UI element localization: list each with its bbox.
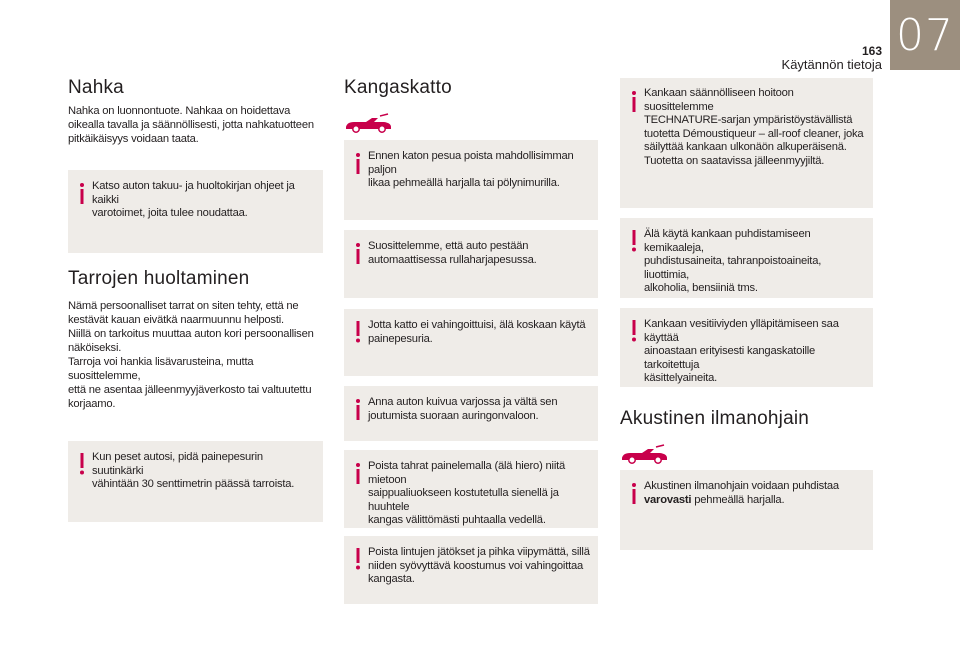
info-notice: Poista tahrat painelemalla (älä hiero) niitä mietoon saippualiuokseen kostutetulla sienellä ja huuhtele kangas välittömästi puhtaalla vedellä. [344,450,598,528]
info-icon [353,152,363,174]
convertible-car-icon [620,443,670,465]
warning-icon [353,321,363,343]
info-notice: Suosittelemme, että auto pestään automaattisessa rullaharjapesussa. [344,230,598,298]
info-icon [353,398,363,420]
chapter-tab: 07 [890,0,960,70]
info-notice: Ennen katon pesua poista mahdollisimman paljon likaa pehmeällä harjalla tai pölynimurilla. [344,140,598,220]
paragraph-nahka: Nahka on luonnontuote. Nahkaa on hoidettava oikealla tavalla ja säännöllisesti, jotta nahkatuotteen pitkäikäisyys voidaan taata. [68,105,314,145]
info-icon [77,182,87,204]
info-icon [353,242,363,264]
heading-nahka: Nahka [68,77,124,98]
convertible-car-icon [344,112,394,134]
heading-kangaskatto: Kangaskatto [344,77,452,98]
info-notice: Akustinen ilmanohjain voidaan puhdistaa varovasti pehmeällä harjalla. [620,470,873,550]
paragraph-tarrat: Nämä persoonalliset tarrat on siten tehty, että ne kestävät kauan eivätkä naarmuunnu helposti. Niillä on tarkoitus muuttaa auton kori persoonallisen näköiseksi. Tarroja voi hankia lisävarusteina, mutta suosittelemme, että ne asentaa jälleenmyyjäverkosto tai valtuutettu korjaamo. [68,300,314,410]
warning-notice: Kun peset autosi, pidä painepesurin suutinkärki vähintään 30 senttimetrin päässä tarroista. [68,441,323,522]
heading-akustinen-ilmanohjain: Akustinen ilmanohjain [620,408,810,429]
warning-notice: Kankaan vesitiiviyden ylläpitämiseen saa käyttää ainoastaan erityisesti kangaskatoille tarkoitettuja käsittelyaineita. [620,308,873,387]
warning-icon [629,230,639,252]
info-notice: Katso auton takuu- ja huoltokirjan ohjeet ja kaikki varotoimet, joita tulee noudattaa. [68,170,323,253]
warning-notice: Älä käytä kankaan puhdistamiseen kemikaaleja, puhdistusaineita, tahranpoistoaineita, liuottimia, alkoholia, bensiiniä tms. [620,218,873,298]
heading-tarrojen-huoltaminen: Tarrojen huoltaminen [68,268,250,289]
warning-icon [353,548,363,570]
warning-notice: Poista lintujen jätökset ja pihka viipymättä, sillä niiden syövyttävä koostumus voi vahingoittaa kangasta. [344,536,598,604]
warning-icon [77,453,87,475]
page-section-title: Käytännön tietoja [781,57,882,72]
info-icon [629,90,639,112]
info-icon [353,462,363,484]
warning-icon [629,320,639,342]
warning-notice: Jotta katto ei vahingoittuisi, älä koskaan käytä painepesuria. [344,309,598,376]
info-icon [629,482,639,504]
info-notice: Kankaan säännölliseen hoitoon suosittelemme TECHNATURE-sarjan ympäristöystävällistä tuotetta Démoustiqueur – all-roof cleaner, joka säilyttää kankaan ulkonäön alkuperäisenä. Tuotetta on saatavissa jälleenmyyjiltä. [620,78,873,208]
info-notice: Anna auton kuivua varjossa ja vältä sen joutumista suoraan auringonvaloon. [344,386,598,441]
page-number: 163 [861,44,882,58]
